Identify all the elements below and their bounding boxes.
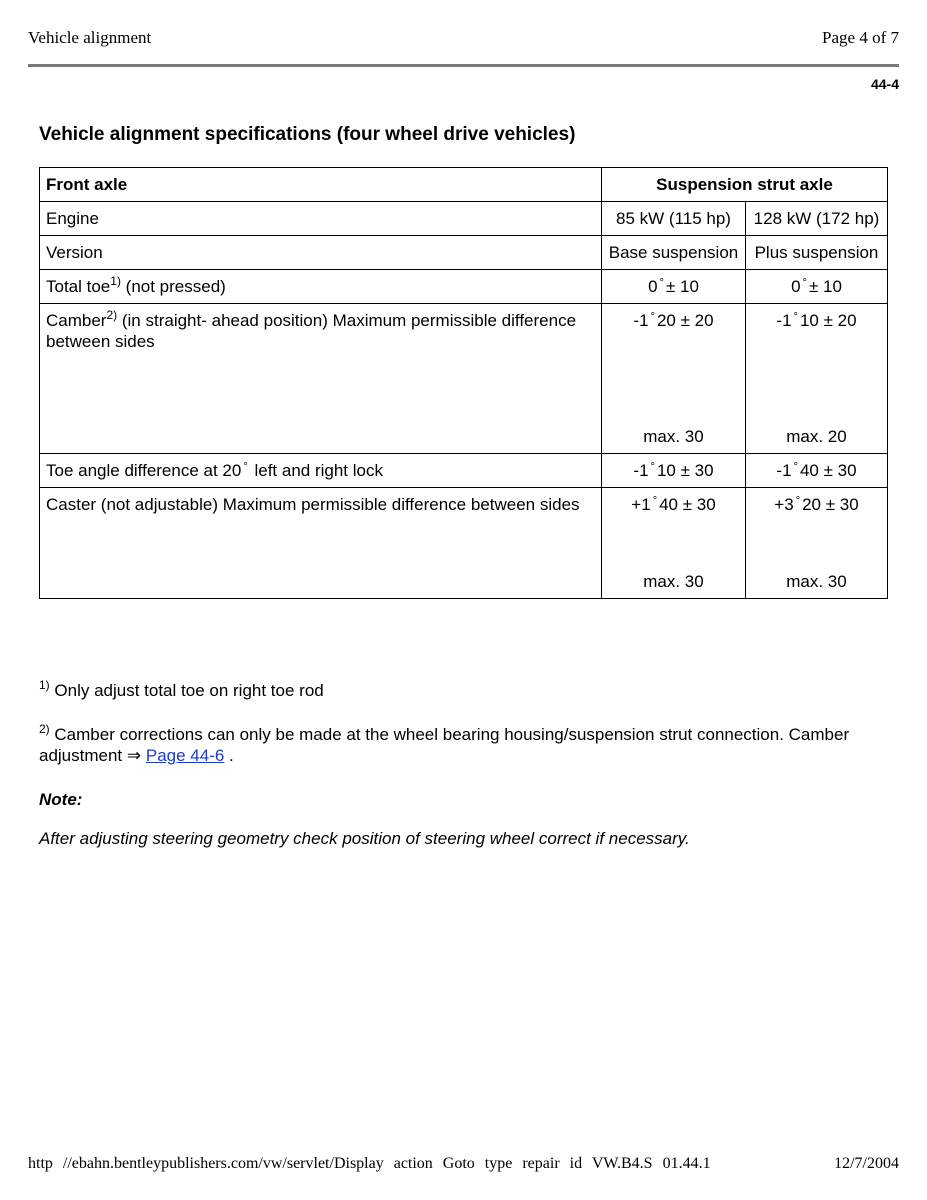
- degree-symbol: °: [650, 461, 655, 473]
- toe-angle-v2-rest: 40 ± 30: [799, 461, 857, 480]
- footnote-2: [39, 724, 879, 766]
- camber-v2-max: max. 20: [786, 427, 847, 446]
- header-divider: [28, 64, 899, 67]
- footnote-2-mark: 2): [39, 722, 50, 736]
- arrow-right-icon: ⇒: [126, 746, 142, 765]
- camber-v2-rest: 10 ± 20: [799, 311, 857, 330]
- page-indicator: Page 4 of 7: [822, 28, 899, 47]
- camber-v1-rest: 20 ± 20: [656, 311, 714, 330]
- table-header-row: [40, 168, 888, 202]
- toe-angle-v1-deg: -1: [633, 461, 649, 480]
- footnote-2-text: Camber corrections can only be made at the wheel bearing housing/suspension strut connection. Camber adjustment: [39, 725, 850, 765]
- row-label-total-toe: [40, 270, 602, 304]
- table-row: [40, 202, 888, 236]
- toe-angle-label-a: Toe angle difference at 20: [46, 461, 242, 480]
- row-label-camber: [40, 304, 602, 454]
- footnote-1: [39, 680, 324, 701]
- degree-symbol: °: [650, 311, 655, 323]
- note-text: After adjusting steering geometry check position of steering wheel correct if necessary.: [39, 829, 690, 848]
- total-toe-v2-deg: 0: [791, 277, 801, 296]
- row-label-version: Version: [40, 236, 602, 270]
- row-label-toe-angle: [40, 454, 602, 488]
- toe-angle-v1-rest: 10 ± 30: [656, 461, 714, 480]
- total-toe-label: Total toe: [46, 277, 111, 296]
- suspension-strut-axle-header: Suspension strut axle: [602, 168, 888, 202]
- page-44-6-link[interactable]: Page 44-6: [145, 746, 225, 765]
- toe-angle-value-1: [602, 454, 746, 488]
- footnote-1-text: Only adjust total toe on right toe rod: [49, 681, 324, 700]
- footer-date: 12/7/2004: [834, 1155, 899, 1172]
- caster-v2-rest: 20 ± 30: [802, 495, 859, 514]
- camber-value-2: [746, 304, 888, 454]
- footnote-ref-2: 2): [106, 308, 118, 322]
- degree-symbol: °: [795, 495, 801, 507]
- table-row: [40, 304, 888, 454]
- engine-value-2: 128 kW (172 hp): [746, 202, 888, 236]
- degree-symbol: °: [793, 311, 798, 323]
- section-title: Vehicle alignment specifications (four wheel drive vehicles): [39, 124, 576, 145]
- front-axle-header: Front axle: [40, 168, 602, 202]
- section-page-number: 44-4: [870, 76, 899, 92]
- total-toe-value-1: [602, 270, 746, 304]
- engine-value-1: 85 kW (115 hp): [602, 202, 746, 236]
- degree-symbol: °: [802, 277, 807, 289]
- version-value-1: Base suspension: [602, 236, 746, 270]
- degree-symbol: °: [652, 495, 658, 507]
- caster-v1-max: max. 30: [643, 572, 704, 591]
- total-toe-v1-deg: 0: [648, 277, 658, 296]
- caster-value-2: [746, 488, 888, 599]
- degree-symbol: °: [793, 461, 798, 473]
- document-title: Vehicle alignment: [28, 28, 152, 47]
- toe-angle-label-b: left and right lock: [249, 461, 383, 480]
- table-row: [40, 488, 888, 599]
- row-label-engine: Engine: [40, 202, 602, 236]
- footnote-1-mark: 1): [39, 678, 50, 692]
- total-toe-value-2: [746, 270, 888, 304]
- degree-symbol: °: [659, 277, 664, 289]
- camber-v2-deg: -1: [776, 311, 792, 330]
- caster-v1-rest: 40 ± 30: [659, 495, 716, 514]
- table-row: [40, 270, 888, 304]
- total-toe-label-rest: (not pressed): [120, 277, 226, 296]
- total-toe-v1-rest: ± 10: [665, 277, 699, 296]
- table-row: [40, 236, 888, 270]
- caster-value-1: [602, 488, 746, 599]
- footnote-ref-1: 1): [110, 274, 121, 288]
- table-row: [40, 454, 888, 488]
- toe-angle-v2-deg: -1: [776, 461, 792, 480]
- camber-v1-deg: -1: [633, 311, 649, 330]
- caster-v2-deg: +3: [774, 495, 794, 514]
- camber-label-rest: (in straight- ahead position) Maximum permissible difference between sides: [46, 311, 577, 351]
- caster-v1-deg: +1: [631, 495, 651, 514]
- camber-v1-max: max. 30: [643, 427, 704, 446]
- version-value-2: Plus suspension: [746, 236, 888, 270]
- footnote-2-end: .: [224, 746, 234, 765]
- camber-label: Camber: [46, 311, 107, 330]
- camber-value-1: [602, 304, 746, 454]
- caster-v2-max: max. 30: [786, 572, 847, 591]
- footer-url: http //ebahn.bentleypublishers.com/vw/servlet/Display action Goto type repair id VW.B4.S 01.44.1: [28, 1155, 711, 1172]
- toe-angle-value-2: [746, 454, 888, 488]
- row-label-caster: Caster (not adjustable) Maximum permissible difference between sides: [40, 488, 602, 599]
- degree-symbol: °: [243, 461, 248, 473]
- note-label: Note:: [39, 790, 83, 809]
- total-toe-v2-rest: ± 10: [808, 277, 842, 296]
- alignment-spec-table: [39, 167, 888, 599]
